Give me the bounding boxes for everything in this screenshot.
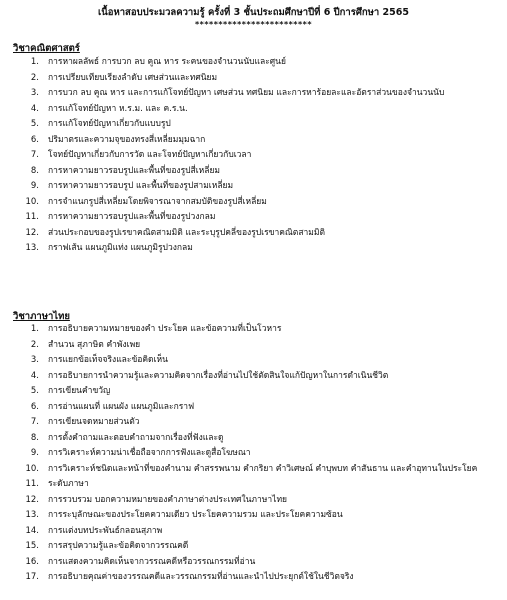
item-number: 16. xyxy=(25,556,39,567)
list-item xyxy=(0,338,507,354)
item-text: การอ่านแผนที่ แผนผัง แผนภูมิและกราฟ xyxy=(48,401,195,412)
list-item xyxy=(0,55,507,71)
item-text: ระดับภาษา xyxy=(48,479,89,489)
item-text: การหาผลลัพธ์ การบวก ลบ คูณ หาร ระคนของจำนวนนับและศูนย์ xyxy=(48,57,286,67)
item-text: การอธิบายคุณค่าของวรรณคดีและวรรณกรรมที่อ่านและนำไปประยุกต์ใช้ในชีวิตจริง xyxy=(48,572,354,582)
item-number: 5. xyxy=(30,386,39,396)
item-text: การแก้โจทย์ปัญหาเกี่ยวกับแบบรูป xyxy=(48,119,171,129)
list-item xyxy=(0,241,507,257)
list-item xyxy=(0,86,507,102)
list-item xyxy=(0,477,507,493)
item-text: การหาความยาวรอบรูปและพื้นที่ของรูปวงกลม xyxy=(48,212,216,222)
list-item xyxy=(0,195,507,211)
item-number: 11. xyxy=(25,479,39,489)
list-item xyxy=(0,353,507,369)
item-text: ส่วนประกอบของรูปเรขาคณิตสามมิติ และระบุรูปคลี่ของรูปเรขาคณิตสามมิติ xyxy=(48,227,326,238)
list-item xyxy=(0,226,507,242)
list-item xyxy=(0,431,507,447)
title-separator: ************************* xyxy=(194,20,313,29)
list-item xyxy=(0,117,507,133)
item-text: กราฟเส้น แผนภูมิแท่ง แผนภูมิรูปวงกลม xyxy=(48,243,193,253)
item-number: 10. xyxy=(25,196,39,207)
item-text: การบวก ลบ คูณ หาร และการแก้โจทย์ปัญหา เศษส่วน ทศนิยม และการหาร้อยละและอัตราส่วนของจำนวนนับ xyxy=(48,88,445,98)
item-text: การอธิบายการนำความรู้และความคิดจากเรื่องที่อ่านไปใช้ตัดสินใจแก้ปัญหาในการดำเนินชีวิต xyxy=(48,370,389,381)
item-text: การแต่งบทประพันธ์กลอนสุภาพ xyxy=(48,525,163,536)
section-heading-thai: วิชาภาษาไทย xyxy=(13,311,70,322)
item-number: 15. xyxy=(25,541,39,551)
item-number: 2. xyxy=(30,339,39,350)
item-number: 14. xyxy=(25,525,39,536)
list-item xyxy=(0,400,507,416)
item-text: การเขียนคำขวัญ xyxy=(48,386,111,396)
item-number: 7. xyxy=(30,417,39,427)
item-text: การหาความยาวรอบรูปและพื้นที่ของรูปสี่เหลี่ยม xyxy=(48,165,221,176)
item-text: การเขียนจดหมายส่วนตัว xyxy=(48,417,140,427)
list-item xyxy=(0,164,507,180)
list-item xyxy=(0,539,507,555)
item-number: 8. xyxy=(30,432,39,443)
list-item xyxy=(0,384,507,400)
item-text: การรวบรวม บอกความหมายของคำภาษาต่างประเทศในภาษาไทย xyxy=(48,494,288,505)
list-item xyxy=(0,462,507,478)
item-number: 11. xyxy=(25,212,39,222)
list-item xyxy=(0,508,507,524)
item-text: การเปรียบเทียบเรียงลำดับ เศษส่วนและทศนิยม xyxy=(48,72,218,83)
list-item xyxy=(0,148,507,164)
list-item xyxy=(0,102,507,118)
item-number: 10. xyxy=(25,463,39,474)
list-item xyxy=(0,71,507,87)
list-item xyxy=(0,570,507,586)
item-text: การแยกข้อเท็จจริงและข้อคิดเห็น xyxy=(48,355,168,365)
item-number: 9. xyxy=(30,181,39,191)
item-number: 2. xyxy=(30,72,39,83)
item-text: การอธิบายความหมายของคำ ประโยค และข้อความที่เป็นโวหาร xyxy=(48,324,282,334)
item-number: 6. xyxy=(30,134,39,145)
item-number: 13. xyxy=(25,510,39,520)
item-text: ปริมาตรและความจุของทรงสี่เหลี่ยมมุมฉาก xyxy=(48,134,206,145)
item-text: การวิเคราะห์ชนิดและหน้าที่ของคำนาม คำสรรพนาม คำกริยา คำวิเศษณ์ คำบุพบท คำสันธาน และคำอุทานในประโยค xyxy=(48,463,478,474)
item-number: 1. xyxy=(30,57,39,67)
list-item xyxy=(0,369,507,385)
item-number: 13. xyxy=(25,243,39,253)
item-text: การวิเคราะห์ความน่าเชื่อถือจากการฟังและดูสื่อโฆษณา xyxy=(48,448,251,458)
item-number: 1. xyxy=(30,324,39,334)
item-number: 6. xyxy=(30,401,39,412)
item-text: การหาความยาวรอบรูป และพื้นที่ของรูปสามเหลี่ยม xyxy=(48,181,234,191)
item-text: การแก้โจทย์ปัญหา ห.ร.ม. และ ค.ร.น. xyxy=(48,103,188,114)
list-item xyxy=(0,415,507,431)
item-text: สำนวน สุภาษิต คำพังเพย xyxy=(48,339,141,350)
item-number: 5. xyxy=(30,119,39,129)
section-heading-math: วิชาคณิตศาสตร์ xyxy=(13,43,80,54)
item-number: 3. xyxy=(30,88,39,98)
item-text: การแสดงความคิดเห็นจากวรรณคดีหรือวรรณกรรมที่อ่าน xyxy=(48,556,256,567)
item-text: การสรุปความรู้และข้อคิดจากวรรณคดี xyxy=(48,541,189,551)
item-number: 17. xyxy=(25,572,39,582)
list-item xyxy=(0,133,507,149)
item-text: การจำแนกรูปสี่เหลี่ยมโดยพิจารณาจากสมบัติของรูปสี่เหลี่ยม xyxy=(48,196,267,207)
item-number: 7. xyxy=(30,150,39,160)
list-item xyxy=(0,493,507,509)
math-topic-list xyxy=(0,55,507,257)
item-number: 4. xyxy=(30,103,39,114)
item-number: 8. xyxy=(30,165,39,176)
document-title: เนื้อหาสอบประมวลความรู้ ครั้งที่ 3 ชั้นประถมศึกษาปีที่ 6 ปีการศึกษา 2565 xyxy=(98,7,409,18)
list-item xyxy=(0,446,507,462)
list-item xyxy=(0,179,507,195)
item-number: 3. xyxy=(30,355,39,365)
item-number: 12. xyxy=(25,494,39,505)
list-item xyxy=(0,210,507,226)
list-item xyxy=(0,322,507,338)
item-number: 12. xyxy=(25,227,39,238)
item-text: การตั้งคำถามและตอบคำถามจากเรื่องที่ฟังและดู xyxy=(48,432,224,443)
list-item xyxy=(0,524,507,540)
item-text: การระบุลักษณะของประโยคความเดียว ประโยคความรวม และประโยคความซ้อน xyxy=(48,510,343,520)
thai-topic-list xyxy=(0,322,507,586)
item-text: โจทย์ปัญหาเกี่ยวกับการวัด และโจทย์ปัญหาเกี่ยวกับเวลา xyxy=(48,150,252,160)
item-number: 9. xyxy=(30,448,39,458)
list-item xyxy=(0,555,507,571)
item-number: 4. xyxy=(30,370,39,381)
